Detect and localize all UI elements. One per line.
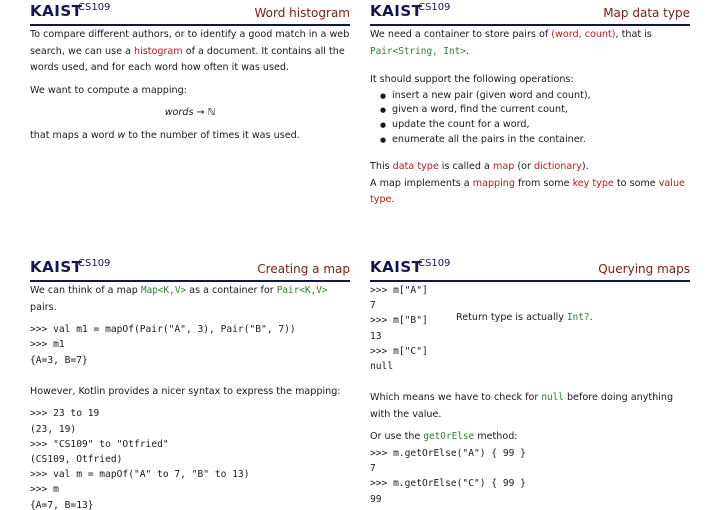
paragraph: This data type is called a map (or dictionary). [370, 161, 589, 173]
list-item: ● given a word, find the current count, [380, 103, 690, 118]
course-code: CS109 [78, 2, 111, 13]
code-line: {A=3, B=7} [30, 354, 88, 366]
code-line: 99 [370, 493, 382, 505]
slide-body [30, 283, 350, 510]
slide-header [0, 0, 356, 24]
slide-map-data-type [340, 0, 696, 250]
slide-title: Word histogram [254, 6, 350, 20]
paragraph: To compare different authors, or to identify a good match in a web search, we can use a histogram of a document. It contains all the words used, and for each word how often it was used. [30, 29, 350, 74]
paragraph: A map implements a mapping from some key type to some value type. [370, 177, 685, 206]
code-line: (23, 19) [30, 423, 77, 435]
paragraph: that maps a word w to the number of times it was used. [30, 129, 300, 141]
slide-header [340, 256, 696, 280]
code-line: {A=7, B=13} [30, 499, 94, 510]
list-item: ● insert a new pair (given word and count), [380, 89, 690, 104]
slide-header [0, 256, 356, 280]
code-block [370, 283, 690, 374]
code-line: >>> m [30, 484, 59, 496]
code-line: 13 [370, 330, 382, 342]
code-line: >>> m.getOrElse("A") { 99 } [370, 448, 526, 459]
kaist-logo: KAIST [370, 258, 423, 276]
kaist-logo: KAIST [370, 2, 423, 20]
slide-header [340, 0, 696, 24]
code-line: >>> m["C"] [370, 345, 428, 357]
slide-title: Creating a map [257, 262, 350, 276]
header-rule [370, 24, 690, 26]
code-block [30, 322, 350, 368]
code-line: 7 [370, 300, 376, 312]
code-line: null [370, 361, 394, 373]
code-line: >>> val m1 = mapOf(Pair("A", 3), Pair("B", 7)) [30, 324, 296, 336]
operations-list [370, 89, 690, 147]
paragraph: We need a container to store pairs of (word, count), that is Pair<String, Int>. [370, 29, 652, 57]
course-code: CS109 [78, 258, 111, 269]
code-line: >>> m.getOrElse("C") { 99 } [370, 478, 526, 490]
paragraph: It should support the following operations: [370, 74, 574, 86]
paragraph: We can think of a map Map<K,V> as a container for Pair<K,V> pairs. [30, 285, 328, 313]
formula: words → ℕ [164, 107, 216, 119]
code-block [370, 446, 690, 507]
header-rule [370, 280, 690, 282]
slide-body [370, 27, 690, 209]
slide-creating-a-map [0, 256, 356, 510]
return-type-note: Return type is actually Int?. [456, 312, 593, 323]
slide-querying-maps [340, 256, 696, 510]
code-line: >>> 23 to 19 [30, 408, 100, 420]
kaist-logo: KAIST [30, 258, 83, 276]
paragraph: We want to compute a mapping: [30, 84, 187, 96]
course-code: CS109 [418, 258, 451, 269]
code-line: >>> m["A"] [370, 285, 428, 296]
code-block [30, 406, 350, 510]
header-rule [30, 24, 350, 26]
header-rule [30, 280, 350, 282]
code-line: >>> val m = mapOf("A" to 7, "B" to 13) [30, 469, 250, 481]
code-line: (CS109, Otfried) [30, 454, 123, 465]
paragraph: Which means we have to check for null before doing anything with the value. [370, 392, 674, 420]
paragraph: However, Kotlin provides a nicer syntax to express the mapping: [30, 385, 341, 397]
course-code: CS109 [418, 2, 451, 13]
code-line: >>> m["B"] [370, 315, 428, 327]
code-line: >>> m1 [30, 339, 65, 351]
list-item: ● update the count for a word, [380, 118, 690, 133]
slide-title: Map data type [603, 6, 690, 20]
code-line: 7 [370, 463, 376, 475]
paragraph: Or use the getOrElse method: [370, 431, 518, 443]
slide-body [30, 27, 350, 145]
kaist-logo: KAIST [30, 2, 83, 20]
list-item: ● enumerate all the pairs in the container. [380, 133, 690, 148]
slide-word-histogram [0, 0, 356, 250]
code-line: >>> "CS109" to "Otfried" [30, 438, 169, 450]
slide-title: Querying maps [598, 262, 690, 276]
